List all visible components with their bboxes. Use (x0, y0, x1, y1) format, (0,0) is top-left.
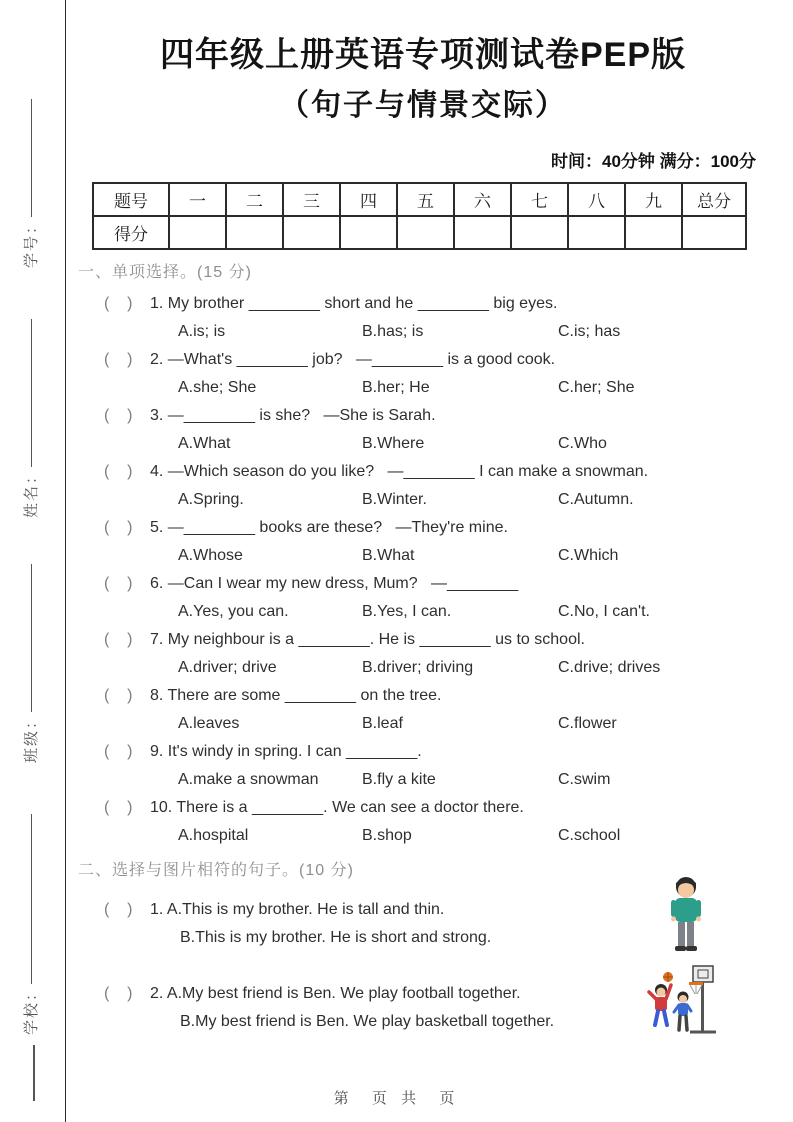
option-c: C.school (558, 827, 621, 844)
option-b: B.driver; driving (362, 659, 474, 676)
sidebar-divider-line (65, 0, 66, 1122)
option-b: B.Yes, I can. (362, 603, 452, 620)
option-b: B.shop (362, 827, 412, 844)
score-row-label: 得分 (93, 216, 169, 249)
question-text: 1. My brother ________ short and he ________ big eyes. (150, 295, 558, 312)
column-header: 一 (169, 183, 226, 216)
question-item (78, 682, 768, 738)
score-cell (397, 216, 454, 249)
answer-parentheses: ( ) (104, 351, 133, 368)
question-text: 10. There is a ________. We can see a doctor there. (150, 799, 524, 816)
score-row (93, 216, 746, 249)
option-c: C.her; She (558, 379, 635, 396)
question-text: 8. There are some ________ on the tree. (150, 687, 442, 704)
question-item (78, 346, 768, 402)
option-b: B.fly a kite (362, 771, 436, 788)
option-a: A.driver; drive (178, 659, 277, 676)
class-label: 班级： (23, 711, 40, 763)
question-item (78, 514, 768, 570)
question-text: 2. —What's ________ job? —________ is a good cook. (150, 351, 556, 368)
picture-item-option-b: B.My best friend is Ben. We play basketball together. (180, 1013, 555, 1030)
answer-parentheses: ( ) (104, 575, 133, 592)
column-header: 六 (454, 183, 511, 216)
column-header: 七 (511, 183, 568, 216)
question-text: 6. —Can I wear my new dress, Mum? —________ (150, 575, 519, 592)
option-a: A.is; is (178, 323, 226, 340)
picture-item-option-a: 2. A.My best friend is Ben. We play football together. (150, 985, 521, 1002)
multiple-choice-questions (78, 290, 768, 850)
option-c: C.Autumn. (558, 491, 634, 508)
question-item (78, 794, 768, 850)
question-text: 7. My neighbour is a ________. He is ________ us to school. (150, 631, 585, 648)
option-c: C.flower (558, 715, 617, 732)
option-a: A.Spring. (178, 491, 244, 508)
score-cell (340, 216, 397, 249)
paper-subtitle: （句子与情景交际） (279, 89, 567, 122)
question-item (78, 458, 768, 514)
section1-heading: 一、单项选择。(15 分) (78, 264, 252, 281)
option-a: A.Yes, you can. (178, 603, 289, 620)
student-id-label: 学号： (23, 216, 40, 268)
school-label: 学校： (23, 983, 40, 1035)
paper-title: 四年级上册英语专项测试卷PEP版 (159, 36, 687, 74)
column-header: 八 (568, 183, 625, 216)
answer-parentheses: ( ) (104, 743, 133, 760)
question-text: 4. —Which season do you like? —________ I can make a snowman. (150, 463, 649, 480)
option-b: B.has; is (362, 323, 424, 340)
question-item (78, 402, 768, 458)
school-blank-line (31, 814, 32, 984)
option-c: C.Which (558, 547, 619, 564)
kids-playing-basketball-illustration (638, 964, 718, 1047)
question-item (78, 570, 768, 626)
option-c: C.swim (558, 771, 611, 788)
option-b: B.leaf (362, 715, 403, 732)
answer-parentheses: ( ) (104, 901, 133, 918)
score-cell (511, 216, 568, 249)
column-header: 二 (226, 183, 283, 216)
student-id-blank-line (31, 99, 32, 217)
answer-parentheses: ( ) (104, 407, 133, 424)
standing-boy-illustration (662, 876, 710, 961)
column-header: 九 (625, 183, 682, 216)
option-a: A.she; She (178, 379, 257, 396)
score-cell (169, 216, 226, 249)
answer-parentheses: ( ) (104, 799, 133, 816)
page-footer: 第 页 共 页 (333, 1090, 460, 1107)
section2-heading: 二、选择与图片相符的句子。(10 分) (78, 862, 354, 879)
question-text: 9. It's windy in spring. I can ________. (150, 743, 422, 760)
score-cell (625, 216, 682, 249)
score-cell (283, 216, 340, 249)
question-text: 5. —________ books are these? —They're mine. (150, 519, 508, 536)
option-c: C.No, I can't. (558, 603, 650, 620)
option-b: B.Where (362, 435, 425, 452)
student-name-label: 姓名： (23, 466, 40, 518)
picture-item-option-a: 1. A.This is my brother. He is tall and thin. (150, 901, 445, 918)
answer-parentheses: ( ) (104, 295, 133, 312)
score-cell (226, 216, 283, 249)
question-item (78, 626, 768, 682)
option-c: C.Who (558, 435, 607, 452)
option-a: A.hospital (178, 827, 249, 844)
score-cell (568, 216, 625, 249)
question-number-row-label: 题号 (93, 183, 169, 216)
score-cell-total (682, 216, 746, 249)
answer-parentheses: ( ) (104, 687, 133, 704)
question-item (78, 738, 768, 794)
student-name-blank-line (31, 319, 32, 467)
column-header-total: 总分 (682, 183, 746, 216)
option-b: B.her; He (362, 379, 430, 396)
answer-parentheses: ( ) (104, 519, 133, 536)
option-a: A.leaves (178, 715, 240, 732)
option-b: B.Winter. (362, 491, 427, 508)
option-c: C.drive; drives (558, 659, 661, 676)
class-blank-line (31, 564, 32, 712)
score-cell (454, 216, 511, 249)
option-a: A.What (178, 435, 231, 452)
column-header: 五 (397, 183, 454, 216)
question-text: 3. —________ is she? —She is Sarah. (150, 407, 436, 424)
answer-parentheses: ( ) (104, 985, 133, 1002)
column-header: 四 (340, 183, 397, 216)
answer-parentheses: ( ) (104, 463, 133, 480)
question-item (78, 290, 768, 346)
answer-parentheses: ( ) (104, 631, 133, 648)
option-b: B.What (362, 547, 415, 564)
picture-item-option-b: B.This is my brother. He is short and strong. (180, 929, 492, 946)
option-a: A.Whose (178, 547, 243, 564)
option-a: A.make a snowman (178, 771, 319, 788)
column-header: 三 (283, 183, 340, 216)
score-table (92, 182, 747, 250)
option-c: C.is; has (558, 323, 621, 340)
time-score-info: 时间：40分钟 满分：100分 (551, 152, 756, 171)
question-number-row (93, 183, 746, 216)
